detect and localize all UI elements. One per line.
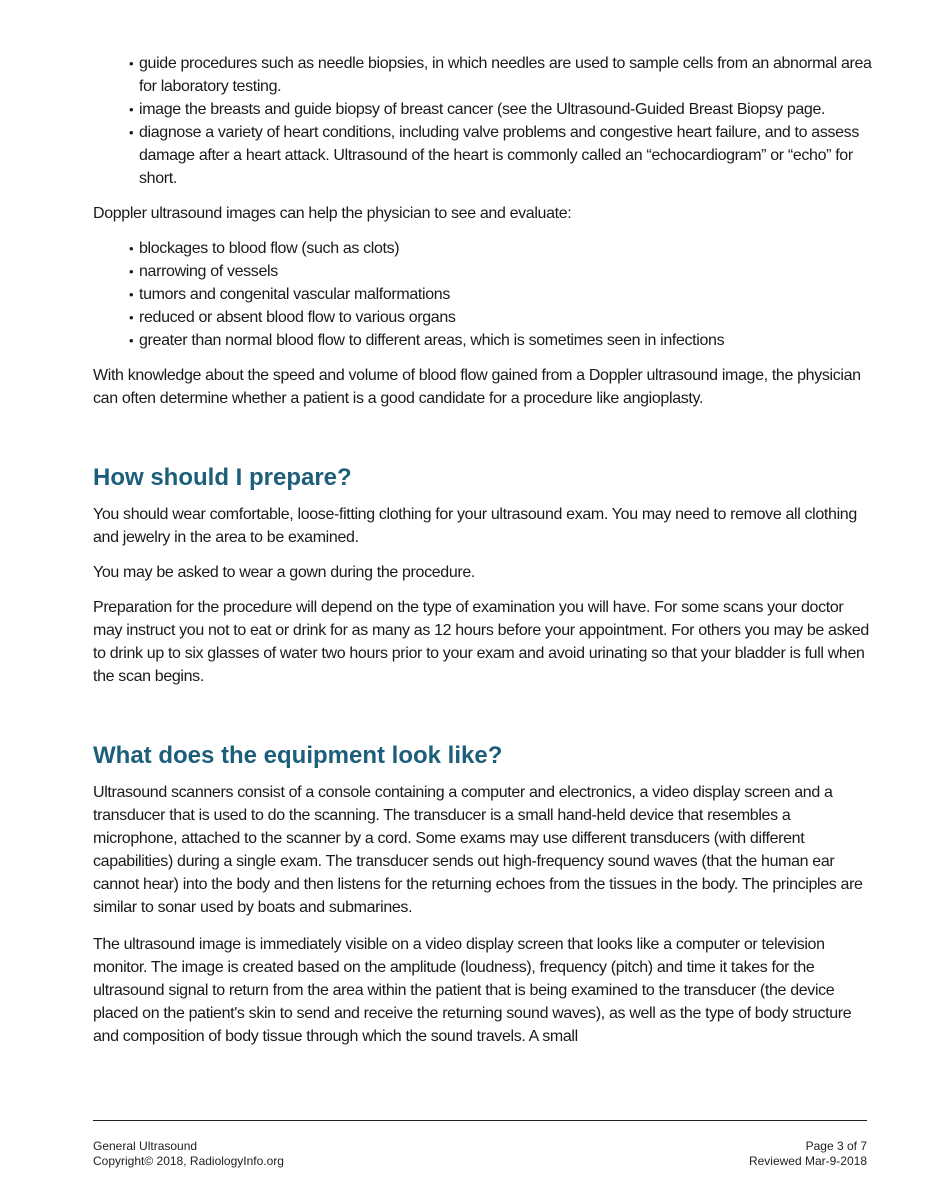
section-heading-prepare: How should I prepare? bbox=[93, 464, 352, 491]
list-item: • tumors and congenital vascular malformations bbox=[129, 283, 873, 306]
footer-doc-title: General Ultrasound bbox=[93, 1139, 198, 1153]
doppler-paragraph: With knowledge about the speed and volume of blood flow gained from a Doppler ultrasound image, the physician can often determine whether a patient is a good candidate for a procedure like angioplasty. bbox=[93, 367, 861, 407]
list-item: • blockages to blood flow (such as clots) bbox=[129, 237, 873, 260]
doppler-list bbox=[93, 237, 873, 352]
list-item: • reduced or absent blood flow to various organs bbox=[129, 306, 873, 329]
prepare-paragraph-1: You should wear comfortable, loose-fitting clothing for your ultrasound exam. You may need to remove all clothing and jewelry in the area to be examined. bbox=[93, 506, 857, 546]
footer-page-number: Page 3 of 7 bbox=[805, 1139, 867, 1153]
section-heading-equipment: What does the equipment look like? bbox=[93, 742, 503, 769]
footer-right bbox=[749, 1139, 867, 1169]
list-item: • image the breasts and guide biopsy of breast cancer (see the Ultrasound-Guided Breast Biopsy page. bbox=[129, 98, 873, 121]
uses-list bbox=[93, 52, 873, 190]
page-content bbox=[93, 52, 873, 1048]
footer-divider bbox=[93, 1120, 867, 1121]
list-item: • narrowing of vessels bbox=[129, 260, 873, 283]
list-item: • diagnose a variety of heart conditions, including valve problems and congestive heart failure, and to assess damage after a heart attack. Ultrasound of the heart is commonly called an “echocardiogram” or “echo” for short. bbox=[129, 121, 873, 190]
equipment-paragraph-1: Ultrasound scanners consist of a console containing a computer and electronics, a video display screen and a transducer that is used to do the scanning. The transducer is a small hand-held device that resembles a microphone, attached to the scanner by a cord. Some exams may use different transducers (with different capabilities) during a single exam. The transducer sends out high-frequency sound waves (that the human ear cannot hear) into the body and then listens for the returning echoes from the tissues in the body. The principles are similar to sonar used by boats and submarines. bbox=[93, 784, 863, 916]
prepare-paragraph-2: You may be asked to wear a gown during the procedure. bbox=[93, 564, 476, 581]
equipment-paragraph-2: The ultrasound image is immediately visible on a video display screen that looks like a computer or television monitor. The image is created based on the amplitude (loudness), frequency (pitch) and time it takes for the ultrasound signal to return from the area within the patient that is being examined to the transducer (the device placed on the patient's skin to send and receive the returning sound waves), as well as the type of body structure and composition of body tissue through which the sound travels. A small bbox=[93, 936, 852, 1045]
footer-reviewed-date: Reviewed Mar-9-2018 bbox=[748, 1154, 867, 1168]
list-item: • greater than normal blood flow to different areas, which is sometimes seen in infections bbox=[129, 329, 873, 352]
footer-left bbox=[93, 1139, 284, 1169]
doppler-intro: Doppler ultrasound images can help the physician to see and evaluate: bbox=[93, 205, 572, 222]
footer-copyright: Copyright© 2018, RadiologyInfo.org bbox=[93, 1154, 284, 1168]
list-item: • guide procedures such as needle biopsies, in which needles are used to sample cells from an abnormal area for laboratory testing. bbox=[129, 52, 873, 98]
prepare-paragraph-3: Preparation for the procedure will depend on the type of examination you will have. For some scans your doctor may instruct you not to eat or drink for as many as 12 hours before your appointment. For others you may be asked to drink up to six glasses of water two hours prior to your exam and avoid urinating so that your bladder is full when the scan begins. bbox=[93, 599, 869, 685]
